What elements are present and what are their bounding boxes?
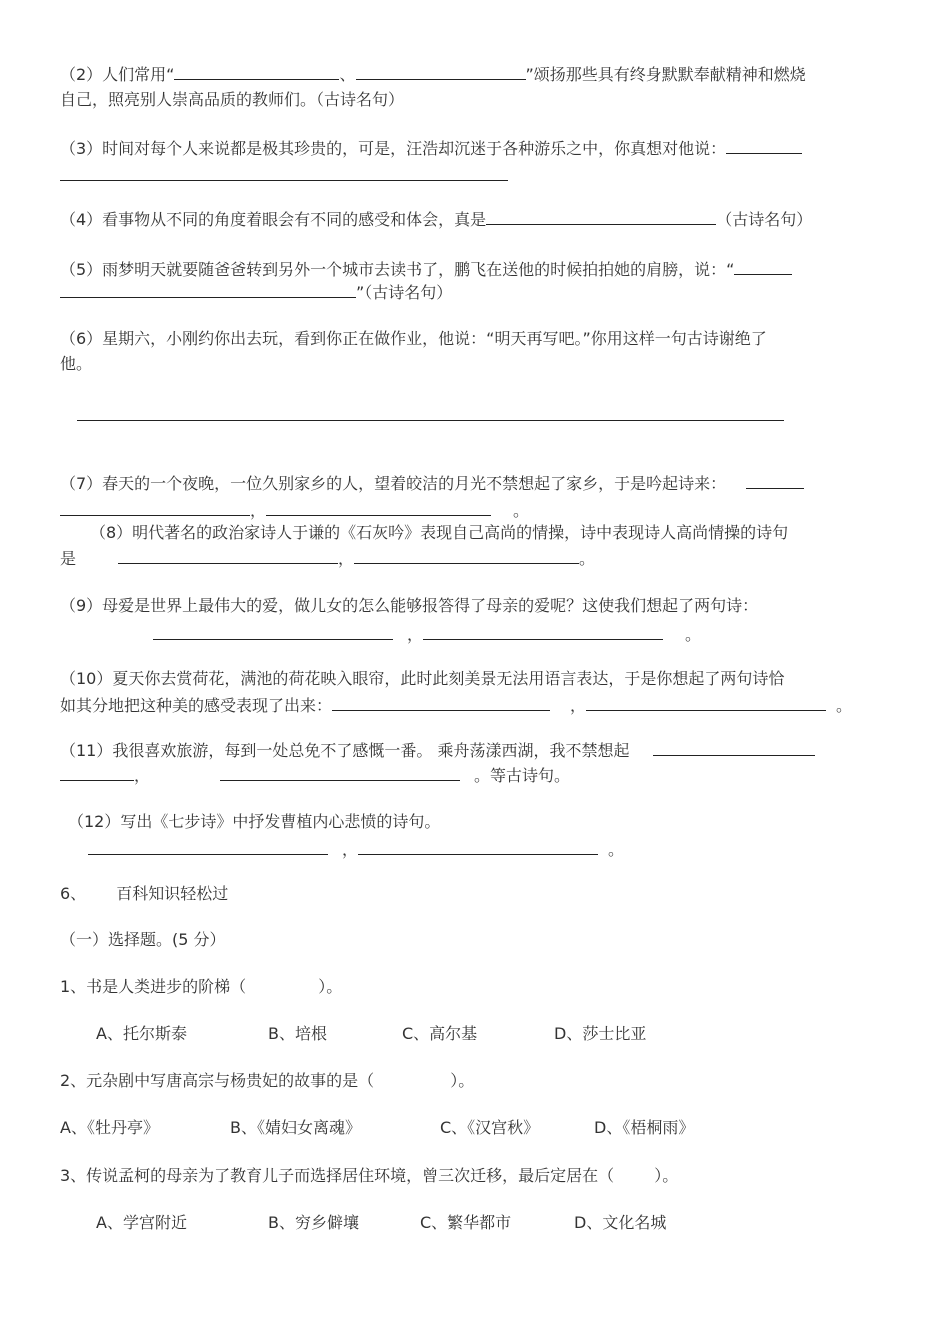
question-5-note: ”（古诗名句） xyxy=(356,283,453,302)
mc-question-1 xyxy=(60,977,342,997)
mc-option-1d[interactable]: D、莎士比亚 xyxy=(554,1024,647,1043)
mc-close: ）。 xyxy=(450,1071,475,1090)
question-6-line2: 他。 xyxy=(60,354,93,373)
question-8-line1: （8）明代著名的政治家诗人于谦的《石灰吟》表现自己高尚的情操，诗中表现诗人高尚情操的诗句 xyxy=(90,523,789,542)
answer-blank[interactable] xyxy=(60,282,356,298)
answer-blank[interactable] xyxy=(220,765,460,781)
answer-blank[interactable] xyxy=(734,259,792,275)
period: 。 xyxy=(836,696,853,715)
separator: ， xyxy=(342,840,359,859)
question-4 xyxy=(60,209,812,230)
mc-question-3 xyxy=(60,1166,678,1186)
answer-blank[interactable] xyxy=(60,500,250,516)
mc-close: ）。 xyxy=(318,977,343,996)
answer-blank[interactable] xyxy=(726,138,802,154)
answer-line[interactable] xyxy=(60,180,508,181)
mc-stem: 1、书是人类进步的阶梯（ xyxy=(60,977,247,996)
question-11-line1 xyxy=(60,740,815,761)
period: 。 xyxy=(608,840,625,859)
mc-option-3a[interactable]: A、学宫附近 xyxy=(96,1213,187,1232)
separator: ， xyxy=(134,766,151,785)
mc-close: ）。 xyxy=(654,1166,679,1185)
part-1-heading: （一）选择题。(5 分） xyxy=(60,930,226,949)
question-10-line1: （10）夏天你去赏荷花，满池的荷花映入眼帘，此时此刻美景无法用语言表达，于是你想起了两句诗恰 xyxy=(60,669,785,688)
answer-blank[interactable] xyxy=(653,740,815,756)
question-5-line2 xyxy=(60,282,452,303)
mc-option-3c[interactable]: C、繁华都市 xyxy=(420,1213,512,1232)
question-2-line1 xyxy=(60,64,806,85)
question-2-text-cont: ”颂扬那些具有终身默默奉献精神和燃烧 xyxy=(525,65,806,84)
question-10-text: 如其分地把这种美的感受表现了出来： xyxy=(60,696,333,715)
period: 。 xyxy=(513,501,530,520)
question-4-note: （古诗名句） xyxy=(716,210,813,229)
question-2-text: （2）人们常用“ xyxy=(60,65,175,84)
separator: ， xyxy=(250,501,267,520)
question-12-line1: （12）写出《七步诗》中抒发曹植内心悲愤的诗句。 xyxy=(68,812,441,831)
separator: 、 xyxy=(339,65,356,84)
separator: ， xyxy=(570,696,587,715)
question-8-line2 xyxy=(60,548,595,569)
answer-line[interactable] xyxy=(77,420,784,421)
section-6-heading xyxy=(60,884,228,904)
mc-option-1a[interactable]: A、托尔斯泰 xyxy=(96,1024,187,1043)
mc-option-2c[interactable]: C、《汉宫秋》 xyxy=(440,1118,540,1137)
mc-option-2d[interactable]: D、《梧桐雨》 xyxy=(594,1118,695,1137)
mc-option-3b[interactable]: B、穷乡僻壤 xyxy=(268,1213,359,1232)
question-3-text: （3）时间对每个人来说都是极其珍贵的，可是，汪浩却沉迷于各种游乐之中，你真想对他说： xyxy=(60,139,727,158)
question-4-text: （4）看事物从不同的角度着眼会有不同的感受和体会，真是 xyxy=(60,210,487,229)
section-title: 百科知识轻松过 xyxy=(116,884,229,903)
question-11-end: 。等古诗句。 xyxy=(474,766,571,785)
answer-blank[interactable] xyxy=(332,695,550,711)
mc-option-3d[interactable]: D、文化名城 xyxy=(574,1213,667,1232)
period: 。 xyxy=(685,625,702,644)
question-11-line2 xyxy=(60,765,570,786)
answer-blank[interactable] xyxy=(423,624,663,640)
mc-option-2a[interactable]: A、《牡丹亭》 xyxy=(60,1118,159,1137)
answer-blank[interactable] xyxy=(586,695,826,711)
question-9-line2 xyxy=(153,624,701,645)
mc-option-1c[interactable]: C、高尔基 xyxy=(402,1024,478,1043)
section-number: 6、 xyxy=(60,884,87,903)
question-6-line1: （6）星期六，小刚约你出去玩，看到你正在做作业，他说：“明天再写吧。”你用这样一句古诗谢绝了 xyxy=(60,329,767,348)
answer-blank[interactable] xyxy=(60,765,134,781)
separator: ， xyxy=(338,549,355,568)
question-9-line1: （9）母爱是世界上最伟大的爱，做儿女的怎么能够报答得了母亲的爱呢？这使我们想起了两句诗： xyxy=(60,596,759,615)
mc-option-1b[interactable]: B、培根 xyxy=(268,1024,327,1043)
question-7-line1 xyxy=(60,473,804,494)
answer-blank[interactable] xyxy=(174,64,339,80)
answer-blank[interactable] xyxy=(266,500,491,516)
question-5-text: （5）雨梦明天就要随爸爸转到另外一个城市去读书了，鹏飞在送他的时候拍拍她的肩膀，说：“ xyxy=(60,260,735,279)
answer-blank[interactable] xyxy=(88,839,328,855)
question-7-line2 xyxy=(60,500,529,521)
answer-blank[interactable] xyxy=(354,548,579,564)
question-12-line2 xyxy=(88,839,624,860)
mc-stem: 3、传说孟柯的母亲为了教育儿子而选择居住环境，曾三次迁移，最后定居在（ xyxy=(60,1166,615,1185)
mc-option-2b[interactable]: B、《婧妇女离魂》 xyxy=(230,1118,361,1137)
question-2-line2: 自己，照亮别人崇高品质的教师们。（古诗名句） xyxy=(60,90,405,109)
mc-question-2 xyxy=(60,1071,474,1091)
question-8-text: 是 xyxy=(60,549,77,568)
question-3-line1 xyxy=(60,138,802,159)
question-7-text: （7）春天的一个夜晚，一位久别家乡的人，望着皎洁的月光不禁想起了家乡，于是吟起诗来： xyxy=(60,474,727,493)
period: 。 xyxy=(579,549,596,568)
answer-blank[interactable] xyxy=(153,624,393,640)
answer-blank[interactable] xyxy=(358,839,598,855)
question-11-text: （11）我很喜欢旅游，每到一处总免不了感慨一番。 乘舟荡漾西湖，我不禁想起 xyxy=(60,741,630,760)
mc-stem: 2、元杂剧中写唐高宗与杨贵妃的故事的是（ xyxy=(60,1071,375,1090)
separator: ， xyxy=(407,625,424,644)
answer-blank[interactable] xyxy=(746,473,804,489)
question-10-line2 xyxy=(60,695,852,716)
answer-blank[interactable] xyxy=(486,209,716,225)
answer-blank[interactable] xyxy=(118,548,338,564)
answer-blank[interactable] xyxy=(356,64,526,80)
question-5-line1 xyxy=(60,259,792,280)
